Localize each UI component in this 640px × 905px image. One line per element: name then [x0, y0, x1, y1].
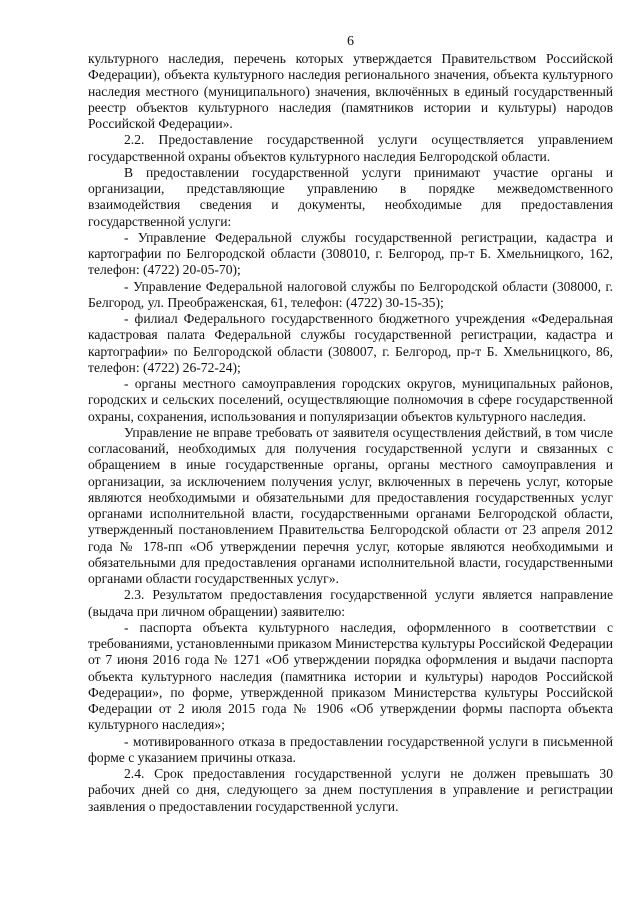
- document-body: [88, 51, 613, 815]
- list-item-refusal: - мотивированного отказа в предоставлении государственной услуги в письменной форме с указанием причины отказа.: [88, 733, 613, 765]
- list-item-rosreestr: - Управление Федеральной службы государственной регистрации, кадастра и картографии по Белгородской области (308010, г. Белгород, пр-т Б. Хмельницкого, 162, телефон: (4722) 20-05-70);: [88, 229, 613, 278]
- list-item-passport: - паспорта объекта культурного наследия, оформленного в соответствии с требованиями, установленными приказом Министерства культуры Российской Федерации от 7 июня 2016 года № 1271 «Об утверждении порядка оформления и выдачи паспорта объекта культурного наследия (памятника истории и культуры) народов Российской Федерации», по форме, утвержденной приказом Министерства культуры Российской Федерации от 2 июля 2015 года № 1906 «Об утверждении формы паспорта объекта культурного наследия»;: [88, 619, 613, 733]
- paragraph-2-4: 2.4. Срок предоставления государственной услуги не должен превышать 30 рабочих дней со дня, следующего за днем поступления в управление и регистрации заявления о предоставлении государственной услуги.: [88, 766, 613, 814]
- paragraph-restrictions: Управление не вправе требовать от заявителя осуществления действий, в том числе согласований, необходимых для получения государственной услуги и связанных с обращением в иные государственные органы, органы местного самоуправления и организации, за исключением получения услуг, включенных в перечень услуг, которые являются необходимыми и обязательными для предоставления государственных услуг органами исполнительной власти, государственными органами Белгородской области, утвержденный постановлением Правительства Белгородской области от 23 апреля 2012 года № 178-пп «Об утверждении перечня услуг, которые являются необходимыми и обязательными для предоставления органами исполнительной власти, государственными органами области государственных услуг».: [88, 424, 613, 586]
- list-item-cadastral-chamber: - филиал Федерального государственного бюджетного учреждения «Федеральная кадастровая палата Федеральной службы государственной регистрации, кадастра и картографии» по Белгородской области (308007, г. Белгород, пр-т Б. Хмельницкого, 86, телефон: (4722) 26-72-24);: [88, 311, 613, 375]
- list-item-local-government: - органы местного самоуправления городских округов, муниципальных районов, городских и сельских поселений, осуществляющие полномочия в сфере государственной охраны, сохранения, использования и популяризации объектов культурного наследия.: [88, 376, 613, 424]
- list-item-tax-service: - Управление Федеральной налоговой службы по Белгородской области (308000, г. Белгород, ул. Преображенская, 61, телефон: (4722) 30-15-35);: [88, 278, 613, 310]
- paragraph-2-3: 2.3. Результатом предоставления государственной услуги является направление (выдача при личном обращении) заявителю:: [88, 587, 613, 619]
- paragraph-2-2: 2.2. Предоставление государственной услуги осуществляется управлением государственной охраны объектов культурного наследия Белгородской области.: [88, 132, 613, 164]
- page-number: 6: [347, 34, 354, 49]
- paragraph-continuation: культурного наследия, перечень которых утверждается Правительством Российской Федерации), объекта культурного наследия регионального значения, объекта культурного наследия местного (муниципального) значения, включённых в единый государственный реестр объектов культурного наследия (памятников истории и культуры) народов Российской Федерации».: [88, 51, 613, 131]
- paragraph-participants: В предоставлении государственной услуги принимают участие органы и организации, представляющие управлению в порядке межведомственного взаимодействия сведения и документы, необходимые для предоставления государственной услуги:: [88, 164, 613, 229]
